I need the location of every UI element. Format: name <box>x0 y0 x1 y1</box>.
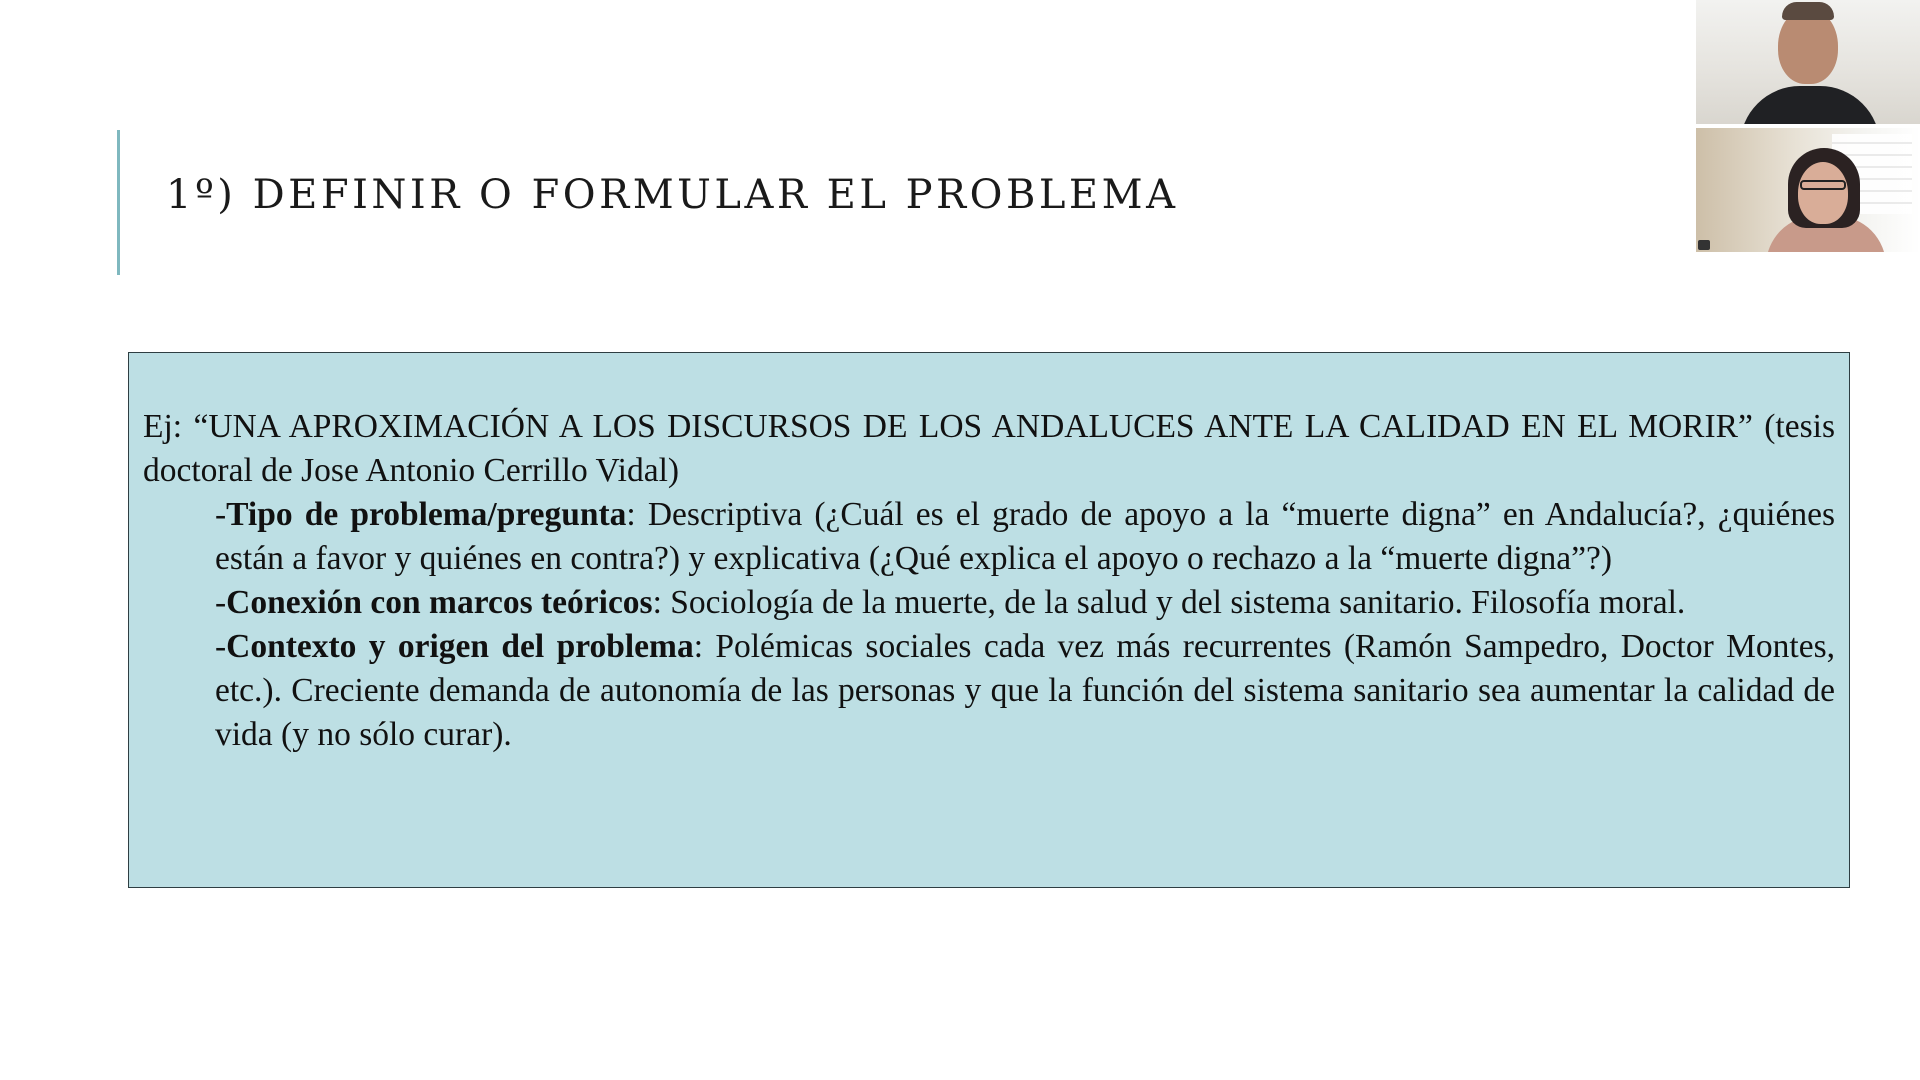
camera-icon <box>1698 240 1710 250</box>
title-accent-bar <box>117 130 120 275</box>
item-theoretical-frameworks <box>215 581 1835 625</box>
person-icon <box>1740 86 1880 124</box>
item-prefix: - <box>215 584 227 621</box>
item-text: : Descriptiva (¿Cuál es el grado de apoyo a la “muerte digna” en Andalucía?, ¿quiénes están a favor y quiénes en contra?) y explicativa (¿Qué explica el apoyo o rechazo a la “muerte digna”?) <box>215 496 1835 577</box>
item-problem-type <box>215 493 1835 581</box>
video-participants-strip <box>1696 0 1920 252</box>
slide-title: 1º) DEFINIR O FORMULAR EL PROBLEMA <box>166 172 1179 218</box>
intro-paragraph: Ej: “UNA APROXIMACIÓN A LOS DISCURSOS DE LOS ANDALUCES ANTE LA CALIDAD EN EL MORIR” (tesis doctoral de Jose Antonio Cerrillo Vidal) <box>143 408 1835 489</box>
item-label: Tipo de problema/pregunta <box>226 496 627 533</box>
glasses-shape <box>1800 180 1846 190</box>
item-text: : Polémicas sociales cada vez más recurrentes (Ramón Sampedro, Doctor Montes, etc.). Creciente demanda de autonomía de las personas y que la función del sistema sanitario sea aumentar la calidad de vida (y no sólo curar). <box>215 628 1835 753</box>
item-label: Conexión con marcos teóricos <box>226 584 653 621</box>
person-hair-shape <box>1782 2 1834 20</box>
item-context-origin <box>215 625 1835 757</box>
item-prefix: - <box>215 628 227 665</box>
item-label: Contexto y origen del problema <box>226 628 694 665</box>
participant-video-1[interactable] <box>1696 0 1920 124</box>
participant-video-2[interactable] <box>1696 128 1920 252</box>
item-prefix: - <box>215 496 227 533</box>
person-head-shape <box>1798 162 1848 224</box>
content-box <box>128 352 1850 888</box>
item-text: : Sociología de la muerte, de la salud y del sistema sanitario. Filosofía moral. <box>652 584 1686 621</box>
